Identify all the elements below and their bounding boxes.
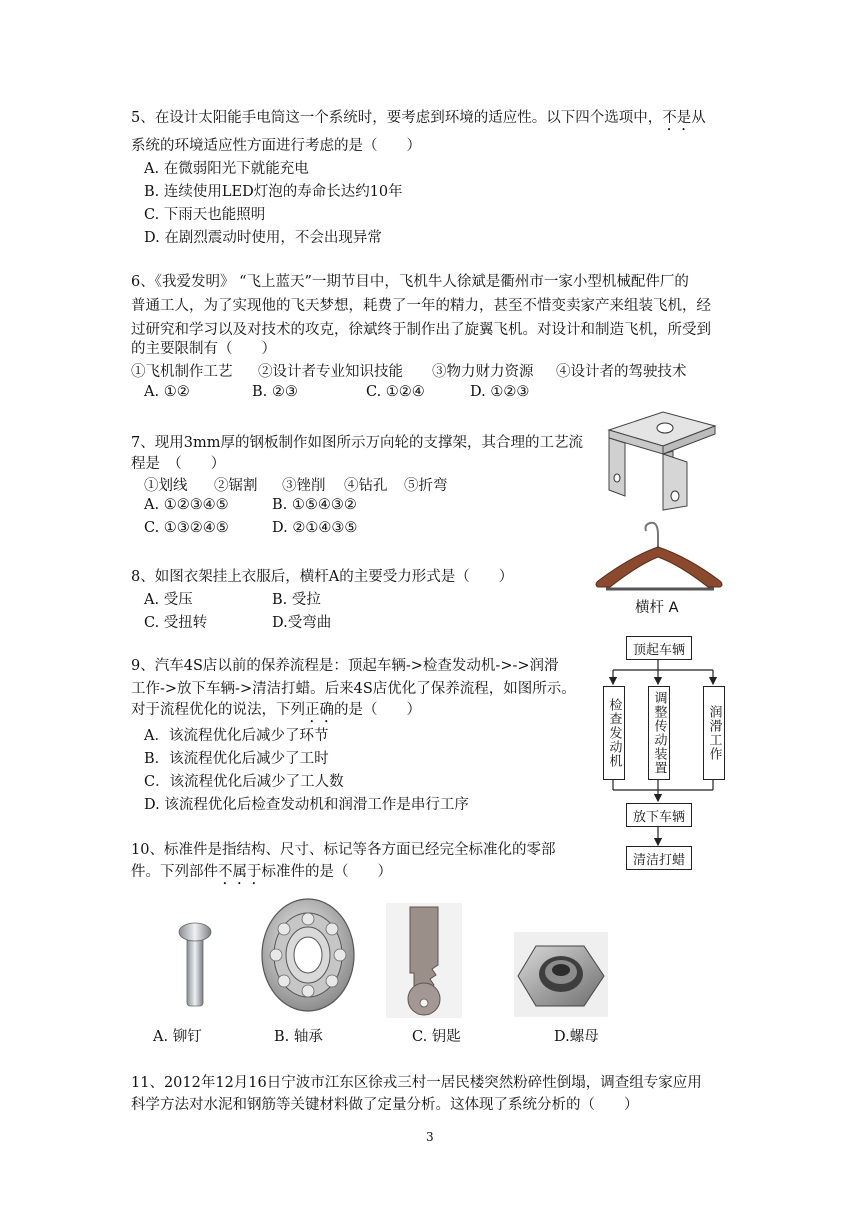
bracket-figure <box>605 404 720 514</box>
q10-caption-c[interactable]: C. 钥匙 <box>412 1029 461 1045</box>
q9-option-d[interactable]: D. 该流程优化后检查发动机和润滑工作是串行工序 <box>144 797 469 813</box>
q9-option-a[interactable]: A．该流程优化后减少了环节 <box>144 728 329 744</box>
q7-option-b[interactable]: B. ①⑤④③② <box>272 497 357 513</box>
page-number: 3 <box>426 1130 434 1144</box>
q6-line2: 普通工人，为了实现他的飞天梦想，耗费了一年的精力，甚至不惜变卖家产来组装飞机，经 <box>131 298 711 314</box>
q7-option-a[interactable]: A. ①②③④⑤ <box>144 497 229 513</box>
q6-item-4: ④设计者的驾驶技术 <box>556 364 687 380</box>
q6-option-a[interactable]: A. ①② <box>144 384 190 400</box>
q8-option-c[interactable]: C. 受扭转 <box>144 615 208 631</box>
q6-line4: 的主要限制有（ ） <box>131 341 276 357</box>
q7-step-5: ⑤折弯 <box>404 478 448 494</box>
q5-line2: 系统的环境适应性方面进行考虑的是（ ） <box>131 138 421 154</box>
q6-option-b[interactable]: B. ②③ <box>252 384 298 400</box>
flow-box-left: 检查发动机 <box>603 686 625 780</box>
q5-option-d[interactable]: D. 在剧烈震动时使用，不会出现异常 <box>144 230 382 246</box>
q10-caption-a[interactable]: A. 铆钉 <box>153 1029 202 1045</box>
q10-line2: 件。下列部件不属于标准件的是（ ） <box>131 864 392 880</box>
q10-caption-d[interactable]: D.螺母 <box>554 1029 599 1045</box>
q6-item-3: ③物力财力资源 <box>432 364 534 380</box>
q9-line3: 对于流程优化的说法，下列正确的是（ ） <box>131 702 421 718</box>
q9-line2: 工作->放下车辆->清洁打蜡。后来4S店优化了保养流程，如图所示。 <box>131 681 576 697</box>
q7-step-4: ④钻孔 <box>344 478 388 494</box>
q6-line3: 过研究和学习以及对技术的攻克，徐斌终于制作出了旋翼飞机。对设计和制造飞机，所受到 <box>131 322 711 338</box>
q5-option-c[interactable]: C. 下雨天也能照明 <box>144 207 266 223</box>
q11-line1: 11、2012年12月16日宁波市江东区徐戎三村一居民楼突然粉碎性倒塌，调查组专家应用 <box>131 1075 702 1091</box>
rivet-image <box>175 920 217 1010</box>
q7-step-3: ③锉削 <box>282 478 326 494</box>
q6-item-2: ②设计者专业知识技能 <box>258 364 403 380</box>
q7-option-c[interactable]: C. ①③②④⑤ <box>144 520 229 536</box>
nut-image <box>514 932 608 1017</box>
flow-box-middle: 调整传动装置 <box>648 686 670 780</box>
q8-option-d[interactable]: D.受弯曲 <box>272 615 332 631</box>
q6-item-1: ①飞机制作工艺 <box>131 364 233 380</box>
q10-caption-b[interactable]: B. 轴承 <box>274 1029 323 1045</box>
q6-option-d[interactable]: D. ①②③ <box>470 384 530 400</box>
q5-line1: 5、在设计太阳能手电筒这一个系统时，要考虑到环境的适应性。以下四个选项中，不是从 <box>131 110 706 126</box>
q7-option-d[interactable]: D. ②①④③⑤ <box>272 520 358 536</box>
q8-option-b[interactable]: B. 受拉 <box>272 592 321 608</box>
q6-option-c[interactable]: C. ①②④ <box>366 384 425 400</box>
bearing-image <box>258 895 358 1015</box>
q11-line2: 科学方法对水泥和钢筋等关键材料做了定量分析。这体现了系统分析的（ ） <box>131 1097 639 1113</box>
q7-step-2: ②锯割 <box>214 478 258 494</box>
q7-line1: 7、现用3mm厚的钢板制作如图所示万向轮的支撑架，其合理的工艺流 <box>131 435 583 451</box>
flow-box-right: 润滑工作 <box>703 686 725 780</box>
hanger-caption: 横杆 A <box>635 600 679 616</box>
q7-line2: 程是 （ ） <box>131 456 226 472</box>
key-image <box>386 903 462 1018</box>
q6-line1: 6、《我爱发明》 “飞上蓝天”一期节目中，飞机牛人徐斌是衢州市一家小型机械配件厂的 <box>131 274 689 290</box>
flow-box-bottom2: 清洁打蜡 <box>626 846 692 870</box>
q5-option-a[interactable]: A. 在微弱阳光下就能充电 <box>144 161 309 177</box>
hanger-figure <box>590 517 730 597</box>
q8-option-a[interactable]: A. 受压 <box>144 592 193 608</box>
flow-box-bottom1: 放下车辆 <box>626 803 692 827</box>
flow-box-top: 顶起车辆 <box>626 636 692 660</box>
q10-line1: 10、标准件是指结构、尺寸、标记等各方面已经完全标准化的零部 <box>131 842 556 858</box>
q5-option-b[interactable]: B. 连续使用LED灯泡的寿命长达约10年 <box>144 184 403 200</box>
q9-option-b[interactable]: B．该流程优化后减少了工时 <box>144 751 329 767</box>
q9-line1: 9、汽车4S店以前的保养流程是：顶起车辆->检查发动机->->润滑 <box>131 658 559 674</box>
q9-option-c[interactable]: C．该流程优化后减少了工人数 <box>144 774 344 790</box>
q7-step-1: ①划线 <box>144 478 188 494</box>
q8-line1: 8、如图衣架挂上衣服后，横杆A的主要受力形式是（ ） <box>131 569 514 585</box>
